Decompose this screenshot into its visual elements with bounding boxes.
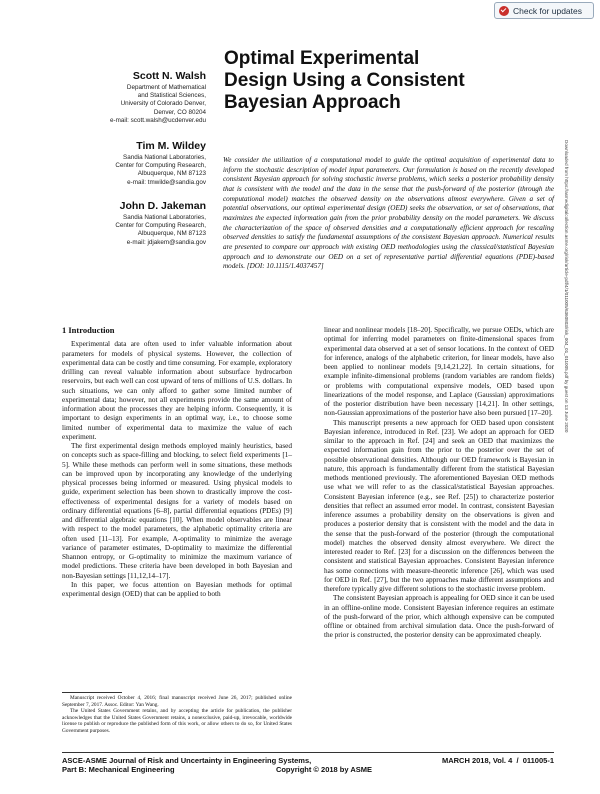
section-heading: 1 Introduction (62, 325, 115, 335)
author-email: e-mail: tmwilde@sandia.gov (127, 178, 206, 186)
author-affiliation: Department of Mathematical (126, 84, 206, 91)
author-affiliation: Center for Computing Research, (115, 162, 206, 170)
footnotes (62, 695, 292, 734)
author-affiliation: University of Colorado Denver, (120, 100, 206, 108)
author-block (40, 140, 206, 187)
body-paragraph: This manuscript presents a new approach for OED based upon consistent Bayesian inference, introduced in Ref. [23]. We adopt an approach for OED similar to the approach in Ref. [24] and seek an OED that maximizes the expected information gain from the prior to the posterior over the set of possible observational densities. Although our OED framework is Bayesian in nature, this approach is fundamentally different from the statistical Bayesian methods mentioned previously. The aforementioned Bayesian OED methods use what we will refer to as the classical/statistical Bayesian approaches. Consistent Bayesian inference (e.g., see Ref. [25]) to characterize posterior densities that reflect an assumed error model. In contrast, consistent Bayesian inference assumes a probability density on the observations is given and produces a posterior density that is consistent with the model and the data in the sense that the push-forward of the posterior (through the computational model) matches the observed density almost everywhere. We direct the interested reader to Ref. [23] for a discussion on the differences between the consistent and statistical Bayesian approaches. Consistent Bayesian inference has some connections with measure-theoretic inference [26], which was used for OED in Ref. [27], but the two approaches make different assumptions and therefore typically give different solutions to the stochastic inverse problem. (324, 418, 554, 593)
body-paragraph: linear and nonlinear models [18–20]. Specifically, we pursue OEDs, which are optimal for inferring model parameters on finite-dimensional spaces from experimental data observed at a set of sensor locations. In the context of OED for inference, analogs of the alphabetic criterion, for linear models, have also been applied to nonlinear models [9,14,21,22]. In certain situations, for example infinite-dimensional problems (random variables are random fields) or problems with computational expensive models, OED based upon linearizations of the model response, and Laplace (Gaussian) approximations of the posterior distribution have been necessary [14,21]. In other settings, non-Gaussian approximations of the posterior have also been pursued [17–20]. (324, 326, 554, 418)
copyright: Copyright © 2018 by ASME (275, 765, 373, 774)
author-affiliation: Sandia National Laboratories, (123, 154, 206, 161)
author-name: Scott N. Walsh (132, 70, 206, 82)
date-volume: MARCH 2018, Vol. 4 (441, 756, 513, 765)
title-line: Bayesian Approach (224, 92, 401, 113)
body-paragraph: Experimental data are often used to infer valuable information about parameters for models of physical systems. However, the collection of experimental data can be costly and time consuming. For example, exploratory drilling can reveal valuable information about subsurface hydrocarbon reservoirs, but each well can cost upward of tens of millions of U.S. dollars. In such situations, we can only afford to gather some limited number of experimental data; however, not all experiments provide the same amount of information about the processes they are helping inform. Consequently, it is important to design experiments in an optimal way, i.e., to choose some limited number of experimental data to maximize the value of each experiment. (62, 340, 292, 441)
journal-line: ASCE-ASME Journal of Risk and Uncertainty in Engineering Systems, (62, 756, 312, 765)
author-affiliation: Sandia National Laboratories, (123, 214, 206, 221)
author-email: e-mail: jdjakem@sandia.gov (126, 238, 206, 246)
check-updates-icon (499, 6, 509, 16)
author-affiliation: Denver, CO 80204 (153, 108, 206, 116)
footnote: Manuscript received October 4, 2016; final manuscript received June 26, 2017; published online September 7, 2017. Assoc. Editor: Yan Wang. (62, 695, 292, 708)
download-sidebar-note: Downloaded from https://asmedigitalcollection.asme.org/risk/article-pdf/4/1/011005/6360803/risk_004_01_011005.pdf by guest on 13 June 2020 (564, 140, 569, 433)
check-for-updates-label: Check for updates (513, 5, 582, 16)
title-line: Design Using a Consistent (224, 70, 465, 91)
author-block (40, 200, 206, 247)
abstract: We consider the utilization of a computational model to guide the optimal acquisition of experimental data to inform the stochastic description of model input parameters. Our formulation is based on the recently developed consistent Bayesian approach for solving stochastic inverse problems, which seeks a posterior probability density that is consistent with the model and the data in the sense that the push-forward of the posterior (through the computational model) matches the observed density on the observations almost everywhere. Given a set of potential observations, our optimal experimental design (OED) seeks the observation, or set of observations, that maximizes the expected information gain from the prior probability density on the model parameters. We discuss the characterization of the space of observed densities and a computationally efficient approach for rescaling observed densities to satisfy the fundamental assumptions of the consistent Bayesian approach. Numerical results are presented to compare our approach with existing OED methodologies using the classical/statistical Bayesian approach and to demonstrate our OED on a set of representative partial differential equations (PDE)-based models. [DOI: 10.1115/1.4037457] (223, 156, 554, 271)
author-affiliation: and Statistical Sciences, (137, 92, 206, 100)
body-paragraph: The consistent Bayesian approach is appealing for OED since it can be used in an offline-online mode. Consistent Bayesian inference requires an estimate of the push-forward of the prior, which although expensive can be computed offline or obtained from archival simulation data. Once the push-forward of the prior is constructed, the posterior density can be approximated cheaply. (324, 594, 554, 640)
body-paragraph: In this paper, we focus attention on Bayesian methods for optimal experimental design (OED) that can be applied to both (62, 580, 292, 598)
author-name: Tim M. Wildey (136, 140, 206, 152)
footnote-divider (62, 692, 122, 693)
right-column (324, 326, 554, 641)
author-affiliation: Albuquerque, NM 87123 (137, 170, 206, 178)
author-name: John D. Jakeman (119, 200, 206, 212)
author-affiliation: Center for Computing Research, (115, 222, 206, 230)
author-email: e-mail: scott.walsh@ucdenver.edu (110, 116, 206, 124)
left-column (62, 326, 292, 599)
author-block (40, 70, 206, 125)
title-line: Optimal Experimental (224, 48, 420, 69)
footer-divider (62, 752, 554, 753)
footer-right: MARCH 2018, Vol. 4 / 011005-1 (441, 756, 554, 765)
journal-line: Part B: Mechanical Engineering (62, 765, 175, 774)
page-id: 011005-1 (522, 756, 554, 765)
body-paragraph: The first experimental design methods employed mainly heuristics, based on concepts such as space-filling and blocking, to select field experiments [1–5]. While these methods can perform well in some situations, these methods can be improved upon by incorporating any knowledge of the underlying physical processes being informed or measured. Using physical models to guide, experiment selection has been shown to drastically improve the cost-effectiveness of experimental designs for a variety of models based on ordinary differential equations [6–8], partial differential equations (PDEs) [9] and differential algebraic equations [10]. When model observables are linear with respect to the model parameters, the alphabetic optimality criteria are often used [11–13]. For example, A-optimality to minimize the average variance of parameter estimates, D-optimality to maximize the differential Shannon entropy, or G-optimality to minimize the maximum variance of model predictions. These criteria have been developed in both Bayesian and non-Bayesian settings [11,12,14–17]. (62, 442, 292, 580)
footnote: The United States Government retains, and by accepting the article for publication, the publisher acknowledges that the United States Government retains, a nonexclusive, paid-up, irrevocable, worldwide license to publish or reproduce the published form of this work, or allow others to do so, for United States Government purposes. (62, 708, 292, 734)
check-for-updates-button[interactable] (494, 2, 594, 19)
author-affiliation: Albuquerque, NM 87123 (137, 230, 206, 238)
paper-title (224, 48, 514, 114)
